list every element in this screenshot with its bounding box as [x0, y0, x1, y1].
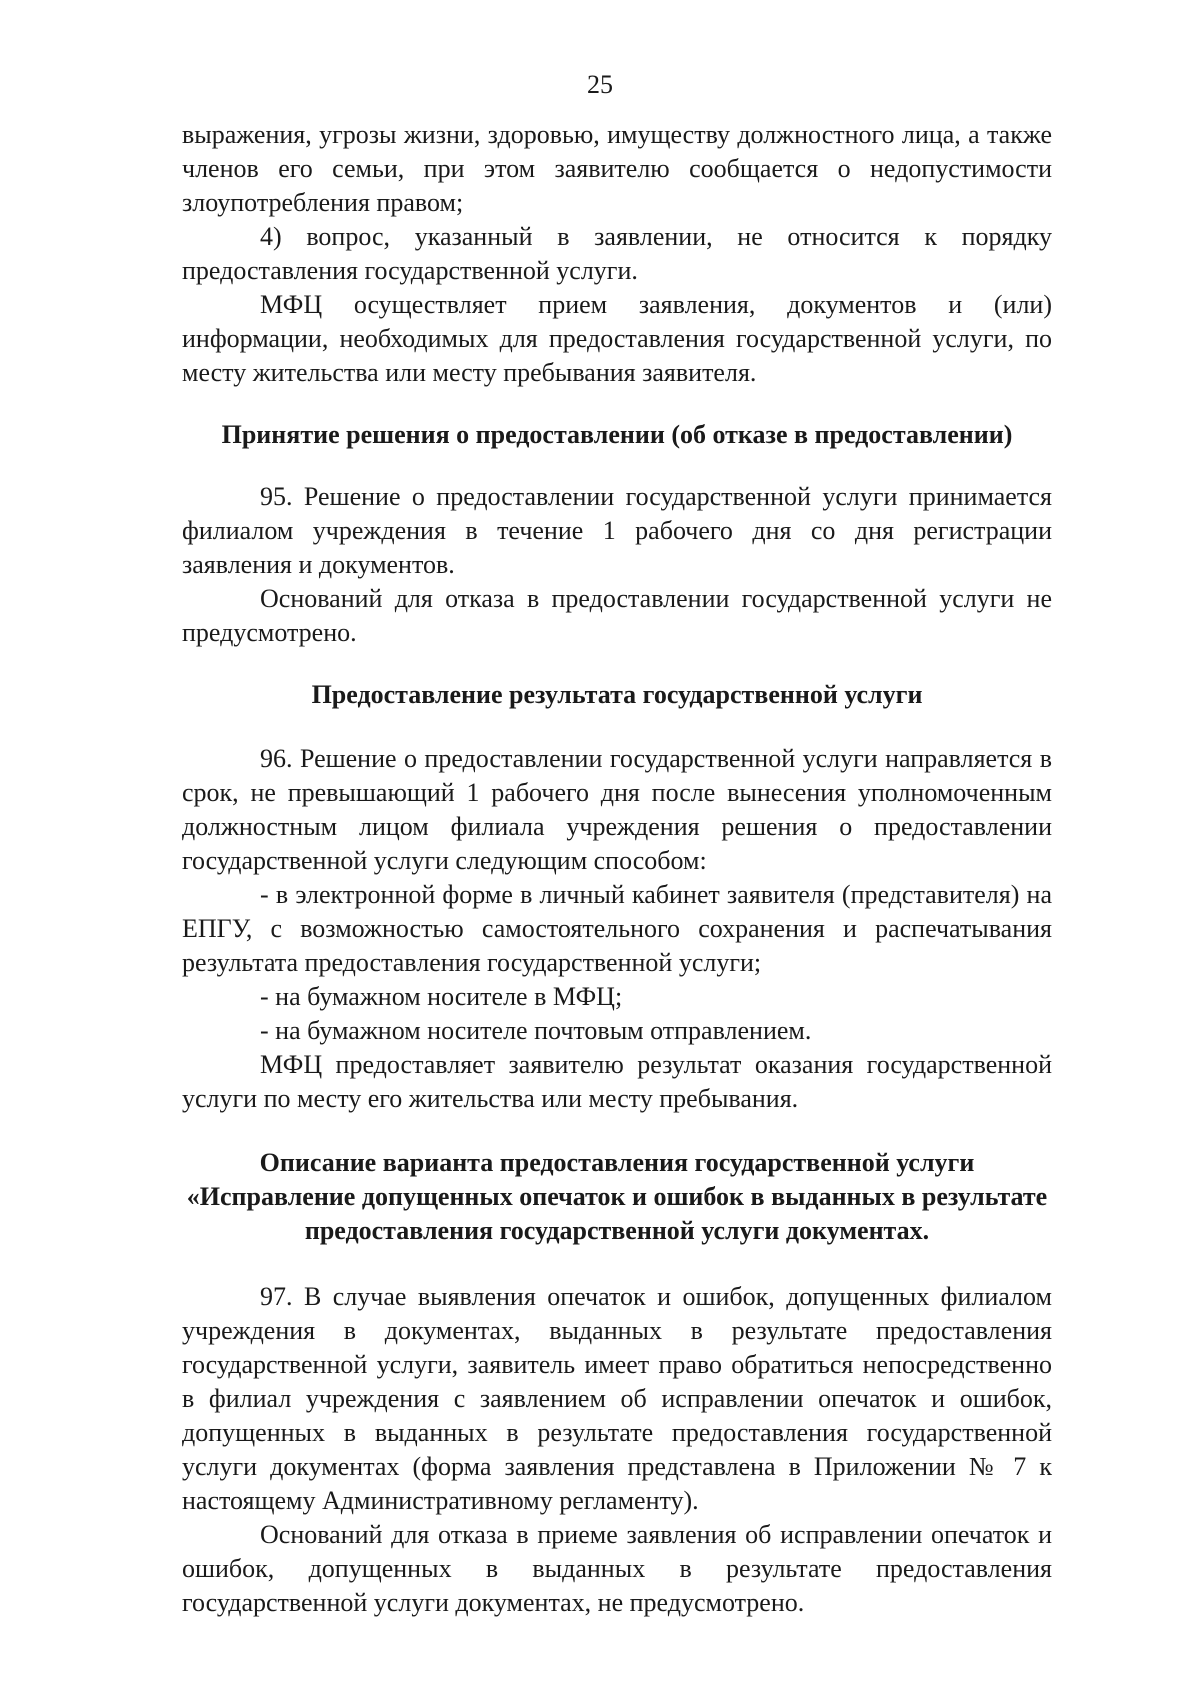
section-heading-result: Предоставление результата государственной услуги: [311, 680, 923, 709]
paragraph-item-4: 4) вопрос, указанный в заявлении, не относится к порядку предоставления государственной услуги.: [182, 222, 1052, 285]
paragraph-continuation: выражения, угрозы жизни, здоровью, имуществу должностного лица, а также членов его семьи, при этом заявителю сообщается о недопустимости злоупотребления правом;: [182, 120, 1052, 217]
paragraph-mfc-intake: МФЦ осуществляет прием заявления, документов и (или) информации, необходимых для предоставления государственной услуги, по месту жительства или месту пребывания заявителя.: [182, 290, 1052, 387]
page-content: [182, 118, 1052, 1620]
heading-line: Описание варианта предоставления государственной услуги: [259, 1148, 975, 1177]
list-item-electronic: - в электронной форме в личный кабинет заявителя (представителя) на ЕПГУ, с возможностью самостоятельного сохранения и распечатывания результата предоставления государственной услуги;: [182, 880, 1052, 977]
paragraph-95: 95. Решение о предоставлении государственной услуги принимается филиалом учреждения в течение 1 рабочего дня со дня регистрации заявления и документов.: [182, 482, 1052, 579]
list-item-paper-mail: - на бумажном носителе почтовым отправлением.: [260, 1016, 812, 1045]
paragraph-96: 96. Решение о предоставлении государственной услуги направляется в срок, не превышающий 1 рабочего дня после вынесения уполномоченным должностным лицом филиала учреждения решения о предоставлении государственной услуги следующим способом:: [182, 744, 1052, 875]
paragraph-no-refusal-corrections: Оснований для отказа в приеме заявления об исправлении опечаток и ошибок, допущенных в выданных в результате предоставления государственной услуги документах, не предусмотрено.: [182, 1520, 1052, 1617]
paragraph-mfc-result: МФЦ предоставляет заявителю результат оказания государственной услуги по месту его жительства или месту пребывания.: [182, 1050, 1052, 1113]
section-heading-decision: Принятие решения о предоставлении (об отказе в предоставлении): [221, 420, 1013, 449]
section-heading-variant: [182, 1146, 1052, 1248]
heading-line: предоставления государственной услуги документах.: [304, 1216, 930, 1245]
paragraph-97: 97. В случае выявления опечаток и ошибок, допущенных филиалом учреждения в документах, выданных в результате предоставления государственной услуги, заявитель имеет право обратиться непосредственно в филиал учреждения с заявлением об исправлении опечаток и ошибок, допущенных в выданных в результате предоставления государственной услуги документах (форма заявления представлена в Приложении № 7 к настоящему Административному регламенту).: [182, 1282, 1052, 1515]
page-number: 25: [587, 70, 613, 99]
list-item-paper-mfc: - на бумажном носителе в МФЦ;: [260, 982, 623, 1011]
heading-line: «Исправление допущенных опечаток и ошибок в выданных в результате: [186, 1182, 1048, 1211]
paragraph-no-refusal-grounds: Оснований для отказа в предоставлении государственной услуги не предусмотрено.: [182, 584, 1052, 647]
